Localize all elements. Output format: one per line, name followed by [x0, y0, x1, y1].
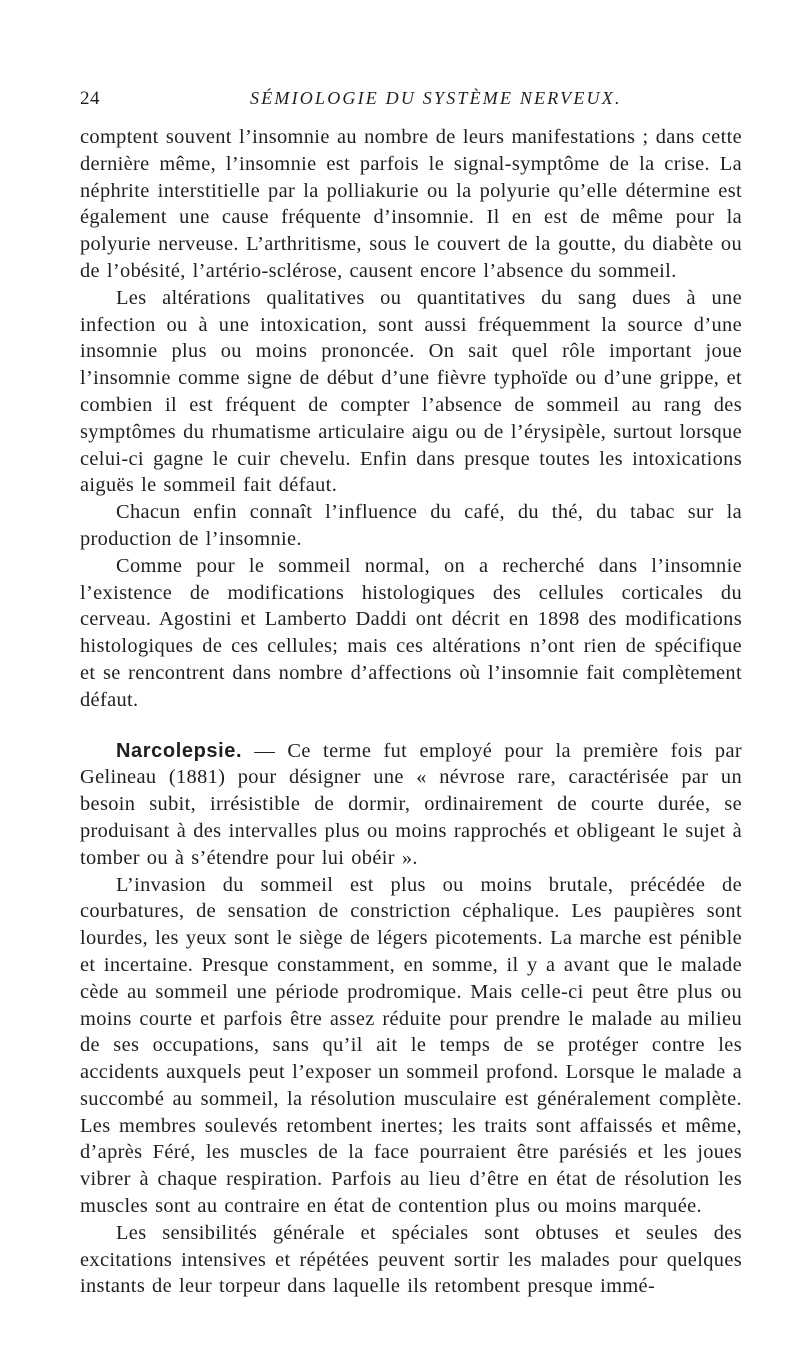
narcolepsy-definition-text: — Ce terme fut employé pour la première fois par Gelineau (1881) pour désigner une « névrose rare, caractérisée par un besoin subit, irrésistible de dormir, ordinairement de courte durée, se produisant à des intervalles plus ou moins rapprochés et obligeant le sujet à tomber ou à s’étendre pour lui obéir ».: [80, 739, 742, 869]
paragraph-narcolepsy-definition: [80, 738, 742, 872]
paragraph-histology: Comme pour le sommeil normal, on a recherché dans l’insomnie l’existence de modifications histologiques des cellules corticales du cerveau. Agostini et Lamberto Daddi ont décrit en 1898 des modifications histologiques de ces cellules; mais ces altérations n’ont rien de spécifique et se rencontrent dans nombre d’affections où l’insomnie fait complètement défaut.: [80, 554, 742, 711]
section-heading-narcolepsie: Narcolepsie.: [116, 739, 243, 762]
running-title: SÉMIOLOGIE DU SYSTÈME NERVEUX.: [250, 88, 622, 108]
running-head: [80, 88, 740, 118]
paragraph-blood-alterations: Les altérations qualitatives ou quantitatives du sang dues à une infection ou à une intoxication, sont aussi fréquemment la source d’une insomnie plus ou moins prononcée. On sait quel rôle important joue l’insomnie comme signe de début d’une fièvre typhoïde ou d’une grippe, et combien il est fréquent de compter l’absence de sommeil au rang des symptômes du rhumatisme articulaire aigu ou de l’érysipèle, surtout lorsque celui-ci gagne le cuir chevelu. Enfin dans presque toutes les intoxications aiguës le sommeil fait défaut.: [80, 286, 742, 497]
paragraph-insomnia-causes: comptent souvent l’insomnie au nombre de leurs manifestations ; dans cette dernière même, l’insomnie est parfois le signal-symptôme de la crise. La néphrite interstitielle par la polliakurie ou la polyurie qu’elle détermine est également une cause fréquente d’insomnie. Il en est de même pour la polyurie nerveuse. L’arthritisme, sous le couvert de la goutte, du diabète ou de l’obésité, l’artério-sclérose, causent encore l’absence du sommeil.: [80, 126, 742, 282]
paragraph-sensibilities: Les sensibilités générale et spéciales sont obtuses et seules des excitations intensives et répétées peuvent sortir les malades pour quelques instants de leur torpeur dans laquelle ils retombent presque immé-: [80, 1221, 742, 1298]
page-number: 24: [80, 88, 100, 109]
paragraph-coffee-tea-tobacco: Chacun enfin connaît l’influence du café, du thé, du tabac sur la production de l’insomnie.: [80, 501, 742, 550]
body-text: [80, 124, 742, 1300]
paragraph-sleep-invasion: L’invasion du sommeil est plus ou moins brutale, précédée de courbatures, de sensation de constriction céphalique. Les paupières sont lourdes, les yeux sont le siège de légers picotements. La marche est pénible et incertaine. Presque constamment, en somme, il y a avant que le malade cède au sommeil une période prodromique. Mais celle-ci peut être plus ou moins courte et parfois être assez réduite pour prendre le malade au milieu de ses occupations, sans qu’il ait le temps de se protéger contre les accidents auxquels peut l’exposer un sommeil profond. Lorsque le malade a succombé au sommeil, la résolution musculaire est généralement complète. Les membres soulevés retombent inertes; les traits sont affaissés et même, d’après Féré, les muscles de la face pourraient être parésiés et les joues vibrer à chaque respiration. Parfois au lieu d’être en état de résolution les muscles sont au contraire en état de contention plus ou moins marquée.: [80, 873, 742, 1218]
